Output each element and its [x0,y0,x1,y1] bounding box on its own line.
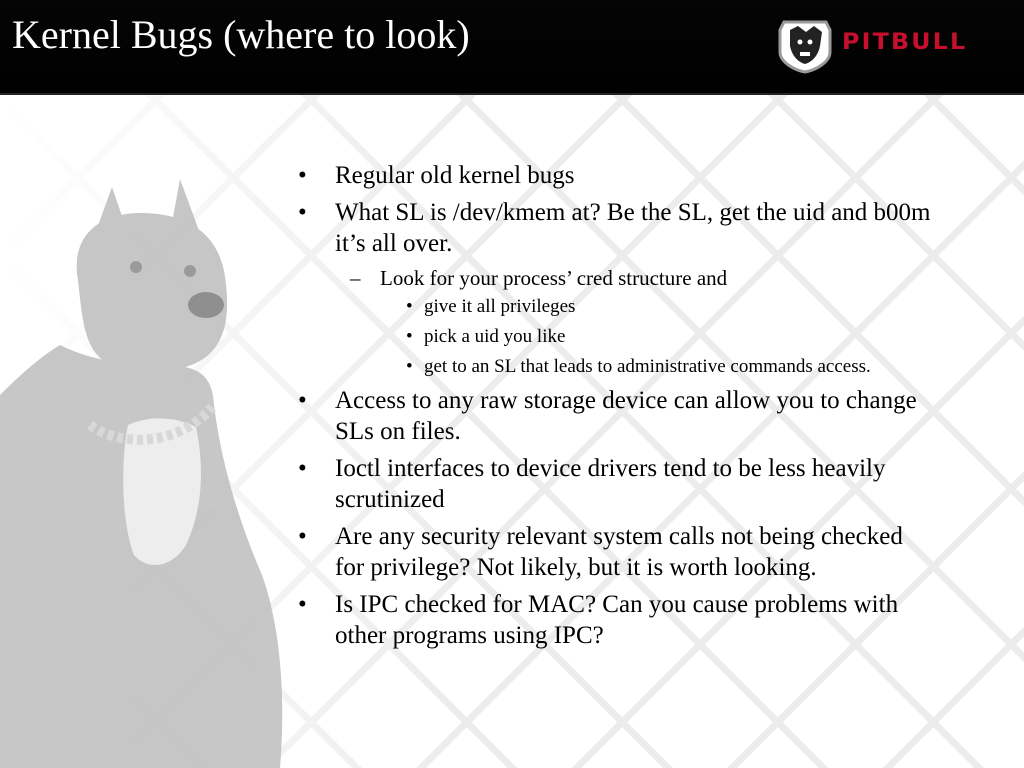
sub-bullet-item: – Look for your process’ cred structure and • give it all privileges • pick a uid you like • get to an SL that leads to administrative commands access. [335,265,936,379]
bullet-item: • Ioctl interfaces to device drivers tend to be less heavily scrutinized [296,453,936,515]
bullet-list [296,160,936,651]
title-bar [0,0,1024,95]
bullet-item: • What SL is /dev/kmem at? Be the SL, get the uid and b00m it’s all over. – Look for your process’ cred structure and • give it all privileges • pick a uid you like • get to an SL that leads to administrative commands access. [296,197,936,379]
slide-body [296,160,936,657]
bullet-item: • Is IPC checked for MAC? Can you cause problems with other programs using IPC? [296,589,936,651]
bullet-item: • Access to any raw storage device can allow you to change SLs on files. [296,385,936,447]
sub-sub-bullet-item: • pick a uid you like [380,325,936,349]
logo-text: PITBULL [842,30,968,55]
pitbull-shield-icon [776,16,834,74]
bullet-item: • Are any security relevant system calls not being checked for privilege? Not likely, but it is worth looking. [296,521,936,583]
sub-sub-bullet-item: • get to an SL that leads to administrative commands access. [380,355,936,379]
bullet-item: • Regular old kernel bugs [296,160,936,191]
logo [776,16,1012,74]
sub-sub-bullet-list [380,295,936,379]
sub-sub-bullet-item: • give it all privileges [380,295,936,319]
sub-bullet-list [335,265,936,379]
slide-title: Kernel Bugs (where to look) [12,12,470,57]
